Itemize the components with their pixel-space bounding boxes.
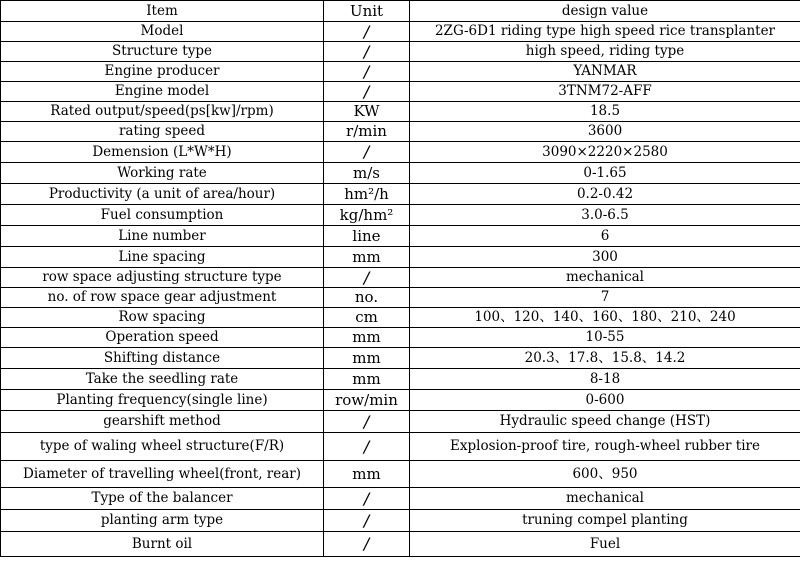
value-cell: 300 [410,247,800,268]
table-row [1,62,800,82]
item-cell: type of waling wheel structure(F/R) [1,433,324,461]
unit-cell: / [324,510,410,532]
item-cell: Planting frequency(single line) [1,390,324,411]
unit-cell: / [324,42,410,62]
item-cell: Rated output/speed(ps[kw]/rpm) [1,102,324,122]
table-row [1,348,800,369]
header-unit: Unit [324,1,410,22]
value-cell: high speed, riding type [410,42,800,62]
item-cell: Row spacing [1,308,324,328]
item-cell: Operation speed [1,328,324,348]
value-cell: mechanical [410,268,800,288]
table-row [1,142,800,163]
item-cell: Diameter of travelling wheel(front, rear) [1,461,324,488]
table-row [1,433,800,461]
unit-cell: / [324,411,410,433]
unit-cell: / [324,268,410,288]
unit-cell: mm [324,328,410,348]
unit-cell: mm [324,369,410,390]
table-row [1,369,800,390]
table-row [1,205,800,226]
item-cell: Demension (L*W*H) [1,142,324,163]
unit-cell: r/min [324,122,410,142]
item-cell: Model [1,22,324,42]
table-row [1,411,800,433]
value-cell: 2ZG-6D1 riding type high speed rice transplanter [410,22,800,42]
unit-cell: kg/hm² [324,205,410,226]
table-row [1,122,800,142]
unit-cell: m/s [324,163,410,184]
table-row [1,390,800,411]
unit-cell: / [324,433,410,461]
unit-cell: / [324,532,410,557]
item-cell: Engine model [1,82,324,102]
item-cell: Productivity (a unit of area/hour) [1,184,324,205]
unit-cell: cm [324,308,410,328]
table-row [1,102,800,122]
table-row [1,532,800,557]
table-row [1,268,800,288]
value-cell: mechanical [410,488,800,510]
item-cell: Structure type [1,42,324,62]
item-cell: Working rate [1,163,324,184]
value-cell: 3090×2220×2580 [410,142,800,163]
header-item: Item [1,1,324,22]
value-cell: 7 [410,288,800,308]
table-row [1,488,800,510]
unit-cell: / [324,488,410,510]
unit-cell: hm²/h [324,184,410,205]
table-row [1,461,800,488]
value-cell: 18.5 [410,102,800,122]
unit-cell: / [324,82,410,102]
table-row [1,328,800,348]
value-cell: 6 [410,226,800,247]
item-cell: Engine producer [1,62,324,82]
value-cell: YANMAR [410,62,800,82]
item-cell: Line spacing [1,247,324,268]
item-cell: Line number [1,226,324,247]
value-cell: 10-55 [410,328,800,348]
table-row [1,308,800,328]
value-cell: 0-600 [410,390,800,411]
table-row [1,510,800,532]
item-cell: Take the seedling rate [1,369,324,390]
value-cell: 3TNM72-AFF [410,82,800,102]
item-cell: gearshift method [1,411,324,433]
table-row [1,184,800,205]
item-cell: no. of row space gear adjustment [1,288,324,308]
item-cell: Shifting distance [1,348,324,369]
table-row [1,288,800,308]
unit-cell: mm [324,461,410,488]
table-row [1,163,800,184]
item-cell: Fuel consumption [1,205,324,226]
value-cell: Hydraulic speed change (HST) [410,411,800,433]
value-cell: 600、950 [410,461,800,488]
unit-cell: / [324,142,410,163]
item-cell: rating speed [1,122,324,142]
table-row [1,42,800,62]
item-cell: planting arm type [1,510,324,532]
value-cell: Fuel [410,532,800,557]
value-cell: 20.3、17.8、15.8、14.2 [410,348,800,369]
value-cell: 0.2-0.42 [410,184,800,205]
table-row [1,226,800,247]
value-cell: 100、120、140、160、180、210、240 [410,308,800,328]
item-cell: row space adjusting structure type [1,268,324,288]
item-cell: Burnt oil [1,532,324,557]
unit-cell: KW [324,102,410,122]
unit-cell: mm [324,247,410,268]
table-row [1,22,800,42]
unit-cell: line [324,226,410,247]
value-cell: 8-18 [410,369,800,390]
table-row [1,247,800,268]
value-cell: 0-1.65 [410,163,800,184]
value-cell: truning compel planting [410,510,800,532]
value-cell: 3600 [410,122,800,142]
value-cell: 3.0-6.5 [410,205,800,226]
unit-cell: / [324,22,410,42]
unit-cell: / [324,62,410,82]
table-row [1,82,800,102]
header-row [1,1,800,22]
header-value: design value [410,1,800,22]
item-cell: Type of the balancer [1,488,324,510]
unit-cell: row/min [324,390,410,411]
unit-cell: mm [324,348,410,369]
value-cell: Explosion-proof tire, rough-wheel rubber tire [410,433,800,461]
unit-cell: no. [324,288,410,308]
